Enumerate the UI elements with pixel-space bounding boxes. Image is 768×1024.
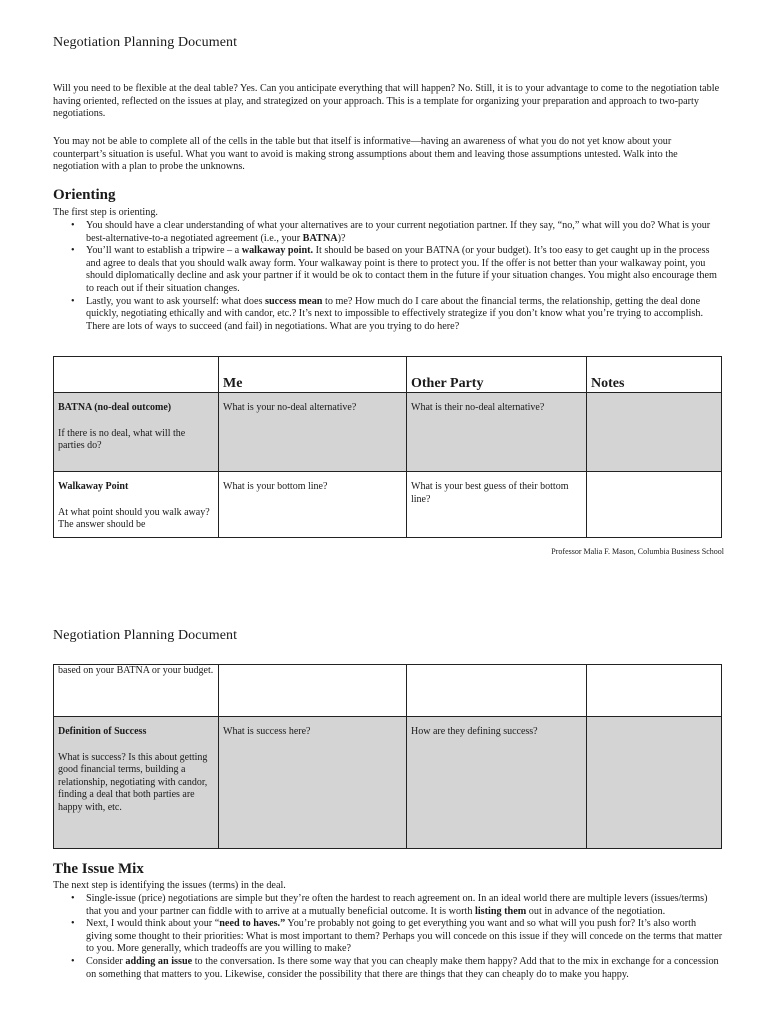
orienting-bullet-list	[53, 220, 723, 333]
planning-table-page2	[53, 664, 722, 849]
document-title: Negotiation Planning Document	[53, 35, 238, 50]
batna-me-cell[interactable]: What is your no-deal alternative?	[219, 393, 407, 472]
walkaway-continued-me[interactable]	[219, 665, 407, 717]
issue-mix-lead: The next step is identifying the issues (terms) in the deal.	[53, 880, 286, 891]
walkaway-other-cell[interactable]: What is your best guess of their bottom line?	[407, 472, 587, 538]
table-row-walkaway-continued	[54, 665, 722, 717]
document-title-page2: Negotiation Planning Document	[53, 628, 238, 643]
orienting-heading: Orienting	[53, 187, 116, 203]
success-other-cell[interactable]: How are they defining success?	[407, 717, 587, 849]
success-me-cell[interactable]: What is success here?	[219, 717, 407, 849]
walkaway-continued-notes[interactable]	[587, 665, 722, 717]
walkaway-row-label	[54, 472, 219, 538]
issue-mix-bullet-list	[53, 893, 723, 981]
success-notes-cell[interactable]	[587, 717, 722, 849]
batna-row-label	[54, 393, 219, 472]
page-footer-credit: Professor Malia F. Mason, Columbia Business School	[551, 547, 724, 556]
walkaway-notes-cell[interactable]	[587, 472, 722, 538]
orienting-bullet-walkaway: • You’ll want to establish a tripwire – a walkaway point. It should be based on your BATNA (or your budget). It’s too easy to get caught up in the process and agree to deals that you should walk away form. Your walkaway point is there to protect you. If the offer is not better than your walkaway point, you should diplomatically decline and ask your partner if it would be ok to contact them in the future if your situation changes. You might also encourage them to reach out if their situation changes.	[53, 245, 723, 295]
header-cell-blank	[54, 357, 219, 393]
walkaway-continued-text: based on your BATNA or your budget.	[54, 665, 219, 717]
issue-bullet-adding-issue: • Consider adding an issue to the conversation. Is there some way that you can cheaply make them happy? Add that to the mix in exchange for a concession on something that matters to you. Likewise, consider the possibility that there are things that they can cheaply do to make you happy.	[53, 956, 723, 981]
intro-paragraph-2: You may not be able to complete all of the cells in the table but that itself is informative—having an awareness of what you do not yet know about your counterpart’s situation is useful. What you want to avoid is making strong assumptions about them and leaving those assumptions untested. Walk into the negotiation with a plan to probe the unknowns.	[53, 136, 678, 173]
walkaway-continued-other[interactable]	[407, 665, 587, 717]
walkaway-description: At what point should you walk away? The answer should be	[58, 506, 210, 531]
planning-table-page1	[53, 356, 722, 538]
intro-paragraph-1: Will you need to be flexible at the deal table? Yes. Can you anticipate everything that will happen? No. Still, it is to your advantage to come to the negotiation table having oriented, reflected on the issues at play, and strategized on your approach. This is a template for organizing your preparation and approach to two-party negotiations.	[53, 83, 720, 120]
orienting-bullet-success: • Lastly, you want to ask yourself: what does success mean to me? How much do I care about the financial terms, the relationship, getting the deal done quickly, negotiating ethically and with candor, etc.? It’s next to impossible to effectively strategize if you don’t know what you’re trying to accomplish. There are lots of ways to succeed (and fail) in negotiations. What are you trying to do here?	[53, 296, 723, 334]
success-description: What is success? Is this about getting good financial terms, building a relationship, negotiating with candor, finding a deal that both parties are happy with, etc.	[58, 751, 208, 813]
success-row-label	[54, 717, 219, 849]
header-cell-notes: Notes	[587, 357, 722, 393]
header-cell-me: Me	[219, 357, 407, 393]
issue-mix-heading: The Issue Mix	[53, 861, 144, 877]
batna-description: If there is no deal, what will the parties do?	[58, 427, 186, 452]
table-row-success	[54, 717, 722, 849]
orienting-lead: The first step is orienting.	[53, 207, 158, 218]
success-title: Definition of Success	[58, 726, 147, 737]
table-row-batna	[54, 393, 722, 472]
orienting-bullet-batna: • You should have a clear understanding of what your alternatives are to your current negotiation partner. If they say, “no,” what will you do? What is your best-alternative-to-a negotiated agreement (i.e., your BATNA)?	[53, 220, 723, 245]
header-cell-other-party: Other Party	[407, 357, 587, 393]
walkaway-me-cell[interactable]: What is your bottom line?	[219, 472, 407, 538]
table-header-row	[54, 357, 722, 393]
walkaway-title: Walkaway Point	[58, 481, 129, 492]
batna-notes-cell[interactable]	[587, 393, 722, 472]
issue-bullet-need-to-haves: • Next, I would think about your “need to haves.” You’re probably not going to get everything you want and so what will you push for? It’s also worth giving some thought to their priorities: What is most important to them? Perhaps you will concede on this issue if they will concede on the terms that matter to you. More generally, which tradeoffs are you willing to make?	[53, 918, 723, 956]
batna-title: BATNA (no-deal outcome)	[58, 402, 172, 413]
issue-bullet-levers: • Single-issue (price) negotiations are simple but they’re often the hardest to reach agreement on. In an ideal world there are multiple levers (issues/terms) that you and your partner can fiddle with to arrive at a mutually beneficial outcome. It is worth listing them out in advance of the negotiation.	[53, 893, 723, 918]
batna-other-cell[interactable]: What is their no-deal alternative?	[407, 393, 587, 472]
table-row-walkaway	[54, 472, 722, 538]
